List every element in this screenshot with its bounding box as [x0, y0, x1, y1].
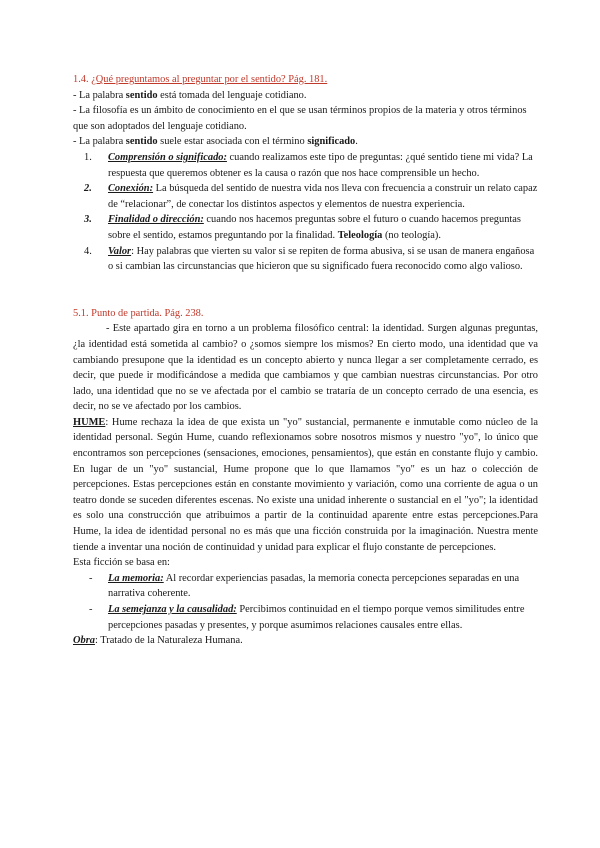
bold-term: Teleología: [337, 229, 383, 241]
list-dash: -: [89, 572, 93, 584]
ficcion-basis-line: Esta ficción se basa en:: [73, 557, 170, 569]
ficcion-basis-list: [73, 571, 538, 633]
list-term: La memoria:: [108, 572, 164, 584]
hume-paragraph: [73, 415, 538, 555]
hume-label: HUME: [73, 416, 106, 428]
line-sentido-cotidiano: [73, 88, 538, 104]
list-item-finalidad: [73, 212, 538, 243]
list-item-memoria: [73, 571, 538, 602]
list-item-semejanza: [73, 602, 538, 633]
line-text: suele estar asociada con el término: [157, 136, 308, 148]
bold-term: sentido: [125, 89, 158, 101]
line-text: - La palabra: [73, 136, 126, 148]
list-text: cuando realizamos este tipo de preguntas: ¿qué sentido tiene mi vida? La respuesta que queremos obtener es la causa o razón que nos hace comprensible un hecho.: [108, 151, 533, 179]
list-term: Valor: [108, 245, 132, 257]
list-text: La búsqueda del sentido de nuestra vida nos lleva con frecuencia a construir un relato capaz de “relacionar”, de conectar los distintos aspectos y elementos de nuestra experiencia.: [108, 183, 538, 210]
obra-text: : Tratado de la Naturaleza Humana.: [94, 635, 243, 647]
hume-text: : Hume rechaza la idea de que exista un "yo" sustancial, permanente e inmutable como núcleo de la identidad personal. Según Hume, cuando reflexionamos sobre nosotros mismos y nuestro "yo", lo único que encontramos son percepciones (sensaciones, emociones, pensamientos), que están en constante flujo y cambio. En lugar de un "yo" sustancial, Hume propone que lo que llamamos "yo" es un haz o colección de percepciones. Estas percepciones están en constante movimiento y variación, como una corriente de agua o un teatro donde se suceden diferentes escenas. No existe una unidad inherente o sustancial en el "yo"; la identidad es solo una construcción que atribuimos a partir de la continuidad aparente entre estas percepciones.Para Hume, la idea de identidad personal no es más que una ficción construida por la imaginación. Nuestra mente tiende a inventar una noción de continuidad y unidad para explicar el flujo constante de percepciones.: [73, 416, 538, 553]
sentido-meanings-list: [73, 150, 538, 275]
list-term: Finalidad o dirección:: [108, 214, 204, 226]
bold-term: sentido: [125, 136, 158, 148]
list-text: (no teología).: [382, 229, 441, 241]
section-1-title-link[interactable]: ¿Qué preguntamos al preguntar por el sentido? Pág. 181.: [91, 74, 328, 85]
list-term: Conexión:: [108, 183, 154, 195]
line-sentido-significado: [73, 134, 538, 150]
list-term: La semejanza y la causalidad:: [108, 604, 237, 615]
list-text: Al recordar experiencias pasadas, la memoria conecta percepciones separadas en una narrativa coherente.: [108, 572, 520, 600]
section-2-heading: 5.1. Punto de partida. Pág. 238.: [73, 307, 204, 319]
line-text: - La palabra: [73, 89, 126, 101]
list-number: 2.: [84, 183, 92, 195]
list-number: 3.: [84, 214, 92, 226]
list-item-comprension: [73, 150, 538, 181]
obra-label: Obra: [73, 635, 95, 647]
identidad-intro-paragraph: - Este apartado gira en torno a un problema filosófico central: la identidad. Surgen algunas preguntas, ¿la identidad está sometida al cambio? o ¿somos siempre los mismos? En cierto modo, una identidad que va cambiando presupone que la identidad es un concepto abierto y nunca llegar a ser completamente cerrado, es decir, que puede ir modificándose a medida que cambiamos y que cambian nuestras circunstancias. Por otro lado, una identidad que no se ve afectada por el cambio se trataría de un concepto cerrado de una esencia, es decir, no se ve afectado por los cambios.: [73, 323, 538, 413]
line-text: está tomada del lenguaje cotidiano.: [157, 89, 307, 101]
list-number: 1.: [84, 151, 92, 163]
list-dash: -: [89, 604, 93, 615]
section-1-heading: [73, 72, 538, 88]
list-item-valor: [73, 244, 538, 275]
list-item-conexion: [73, 181, 538, 212]
bold-term: significado: [307, 136, 356, 148]
list-text: cuando nos hacemos preguntas sobre el futuro o cuando hacemos preguntas sobre el sentido, estamos preguntando por la finalidad.: [108, 214, 521, 241]
list-term: Comprensión o significado:: [108, 151, 227, 163]
line-filosofia-terminos: [73, 103, 538, 134]
obra-line: [73, 633, 538, 649]
line-text: .: [355, 136, 358, 148]
list-text: : Hay palabras que vierten su valor si se repiten de forma abusiva, si se usan de manera engañosa o si cambian las circunstancias que hicieron que su significado fuera reconocido como algo valioso.: [108, 245, 535, 273]
list-text: Percibimos continuidad en el tiempo porque vemos similitudes entre percepciones pasadas y presentes, y porque asumimos relaciones causales entre ellas.: [108, 604, 525, 631]
section-spacer: [73, 275, 538, 306]
section-1-number: 1.4.: [73, 74, 92, 85]
list-number: 4.: [84, 245, 92, 257]
line-text: - La filosofía es un ámbito de conocimiento en el que se usan términos propios de la materia y otros términos que son adoptados del lenguaje cotidiano.: [73, 105, 527, 132]
